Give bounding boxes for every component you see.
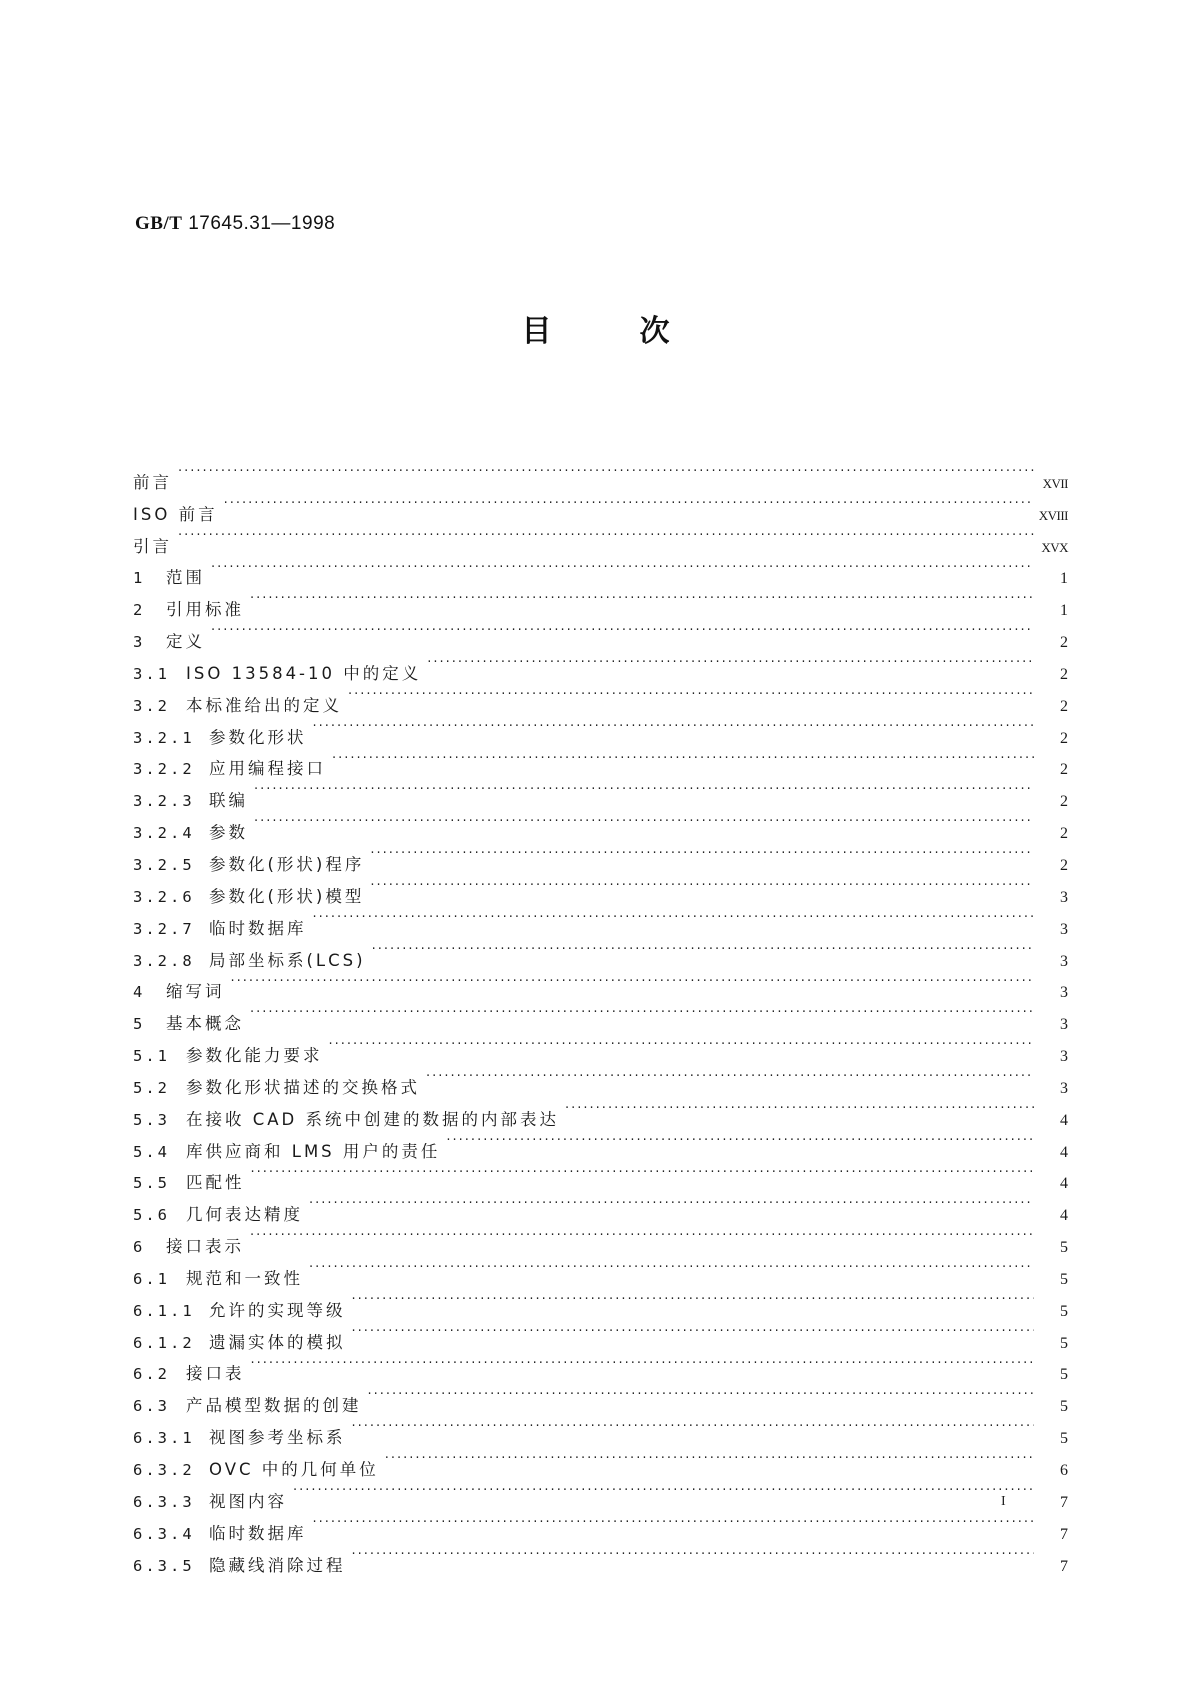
toc-entry-number: 6.3.2 xyxy=(133,1461,195,1479)
toc-entry-page: 1 xyxy=(1060,570,1068,588)
toc-entry-label: 规范和一致性 xyxy=(186,1268,303,1288)
toc-entry-number: 3.2 xyxy=(133,696,170,715)
toc-entry[interactable] xyxy=(133,1379,1068,1416)
standard-number: 17645.31—1998 xyxy=(188,213,336,234)
toc-leader-dots xyxy=(209,552,1034,584)
toc-entry-label: ISO 前言 xyxy=(133,504,218,524)
toc-entry-page: 3 xyxy=(1060,920,1068,938)
title-char-1: 目 xyxy=(521,314,552,349)
toc-entry-number: 5.3 xyxy=(133,1110,170,1129)
toc-entry[interactable] xyxy=(133,520,1068,556)
toc-entry-number: 6.2 xyxy=(133,1365,170,1384)
toc-leader-dots xyxy=(350,1316,1035,1348)
toc-leader-dots xyxy=(249,1157,1035,1189)
toc-entry[interactable] xyxy=(133,966,1068,1002)
toc-entry-number: 5.2 xyxy=(133,1078,170,1097)
toc-entry-number: 6.3 xyxy=(133,1397,170,1416)
title-char-2: 次 xyxy=(639,314,670,349)
toc-entry-label: OVC 中的几何单位 xyxy=(209,1460,379,1479)
toc-entry-page: 2 xyxy=(1060,697,1068,715)
toc-entry-label: 引言 xyxy=(133,536,172,556)
toc-entry-number: 6.1.2 xyxy=(133,1333,195,1352)
toc-entry[interactable] xyxy=(133,488,1068,524)
toc-entry-label: 参数化(形状)模型 xyxy=(209,886,365,906)
toc-entry-label: 范围 xyxy=(166,568,205,588)
toc-entry-number: 6.1.1 xyxy=(133,1301,195,1320)
toc-entry-page: 3 xyxy=(1060,984,1068,1002)
toc-entry-label: 前言 xyxy=(133,472,172,492)
toc-entry-label: 临时数据库 xyxy=(209,1523,307,1543)
toc-entry-label: 参数 xyxy=(209,823,248,843)
toc-entry-page: 3 xyxy=(1060,1079,1068,1097)
toc-entry-page: 2 xyxy=(1060,761,1068,779)
toc-leader-dots xyxy=(350,1284,1035,1316)
toc-leader-dots xyxy=(248,997,1034,1029)
toc-entry-page: 4 xyxy=(1060,1111,1068,1129)
toc-entry-page: XVIII xyxy=(1038,507,1068,523)
toc-entry-number: 3 xyxy=(133,633,146,652)
toc-entry[interactable] xyxy=(133,456,1068,492)
toc-entry[interactable] xyxy=(133,615,1068,652)
toc-entry-number: 3.2.4 xyxy=(133,824,195,843)
toc-leader-dots xyxy=(350,1539,1035,1571)
toc-entry[interactable] xyxy=(133,997,1068,1034)
toc-entry-label: 产品模型数据的创建 xyxy=(186,1396,362,1416)
toc-entry-page: 5 xyxy=(1060,1334,1068,1352)
toc-entry[interactable] xyxy=(133,838,1068,874)
toc-entry-label: 视图参考坐标系 xyxy=(209,1428,346,1448)
toc-entry-number: 5.4 xyxy=(133,1142,170,1161)
toc-entry-page: 2 xyxy=(1060,665,1068,683)
toc-entry-number: 3.1 xyxy=(133,664,170,683)
toc-entry-page: 5 xyxy=(1060,1430,1068,1448)
toc-entry-label: ISO 13584-10 中的定义 xyxy=(186,663,422,683)
toc-entry-number: 4 xyxy=(133,983,146,1002)
toc-entry-label: 接口表示 xyxy=(166,1237,244,1257)
toc-entry-label: 联编 xyxy=(209,791,248,811)
toc-entry-label: 缩写词 xyxy=(166,982,225,1002)
toc-entry-page: 3 xyxy=(1060,1048,1068,1066)
toc-leader-dots xyxy=(346,679,1034,711)
toc-entry-label: 参数化能力要求 xyxy=(186,1046,323,1066)
toc-entry-label: 本标准给出的定义 xyxy=(186,695,342,715)
toc-leader-dots xyxy=(291,1475,1034,1507)
toc-leader-dots xyxy=(252,774,1034,806)
toc-leader-dots xyxy=(229,966,1035,998)
toc-leader-dots xyxy=(311,711,1035,743)
toc-entry-page: 2 xyxy=(1060,634,1068,652)
toc-leader-dots xyxy=(252,806,1034,838)
toc-entry-label: 隐藏线消除过程 xyxy=(209,1555,346,1575)
toc-entry-page: 4 xyxy=(1060,1175,1068,1193)
toc-entry-page: 3 xyxy=(1060,952,1068,970)
toc-leader-dots xyxy=(330,743,1034,775)
toc-entry-page: 2 xyxy=(1060,825,1068,843)
toc-entry-label: 几何表达精度 xyxy=(186,1205,303,1225)
toc-entry-number: 3.2.2 xyxy=(133,760,195,779)
toc-entry-page: 7 xyxy=(1060,1493,1068,1511)
toc-entry-page: 7 xyxy=(1060,1525,1068,1543)
toc-entry-label: 基本概念 xyxy=(166,1014,244,1034)
toc-entry-page: XVII xyxy=(1042,475,1068,491)
toc-entry-number: 2 xyxy=(133,601,146,620)
toc-entry-label: 参数化形状 xyxy=(209,727,307,747)
toc-entry[interactable] xyxy=(133,774,1068,811)
toc-leader-dots xyxy=(563,1093,1034,1125)
toc-entry-number: 6.3.1 xyxy=(133,1429,195,1448)
toc-entry-label: 遗漏实体的模拟 xyxy=(209,1332,346,1352)
toc-entry-label: 引用标准 xyxy=(166,600,244,620)
toc-entry[interactable] xyxy=(133,1188,1068,1225)
toc-entry-label: 接口表 xyxy=(186,1364,245,1384)
toc-entry[interactable] xyxy=(133,1220,1068,1257)
toc-leader-dots xyxy=(311,1507,1035,1539)
toc-entry[interactable] xyxy=(133,1348,1068,1384)
toc-entry-page: 5 xyxy=(1060,1239,1068,1257)
toc-entry-page: 2 xyxy=(1060,793,1068,811)
toc-leader-dots xyxy=(176,456,1034,488)
toc-entry-number: 3.2.7 xyxy=(133,919,195,938)
toc-leader-dots xyxy=(383,1443,1034,1475)
toc-leader-dots xyxy=(368,838,1034,870)
toc-entry-page: 2 xyxy=(1060,729,1068,747)
toc-entry-label: 库供应商和 LMS 用户的责任 xyxy=(186,1141,441,1161)
toc-leader-dots xyxy=(248,583,1034,615)
toc-entry-label: 允许的实现等级 xyxy=(209,1300,346,1320)
toc-entry-label: 临时数据库 xyxy=(209,918,307,938)
toc-entry-number: 6.3.5 xyxy=(133,1556,195,1575)
toc-entry-number: 3.2.8 xyxy=(133,951,195,970)
toc-entry-page: 2 xyxy=(1060,856,1068,874)
toc-entry[interactable] xyxy=(133,806,1068,843)
toc-entry-number: 3.2.1 xyxy=(133,728,195,747)
toc-entry-number: 3.2.5 xyxy=(133,855,195,874)
toc-entry[interactable] xyxy=(133,1029,1068,1066)
toc-leader-dots xyxy=(311,902,1035,934)
toc-leader-dots xyxy=(350,1411,1035,1443)
page-title xyxy=(0,306,1191,350)
toc-entry-number: 3.2.3 xyxy=(133,792,195,811)
table-of-contents xyxy=(133,456,1068,1575)
toc-entry-page: 6 xyxy=(1060,1462,1068,1479)
toc-entry-label: 在接收 CAD 系统中创建的数据的内部表达 xyxy=(186,1109,560,1129)
toc-entry-page: 7 xyxy=(1060,1557,1068,1575)
toc-entry-number: 5 xyxy=(133,1015,146,1034)
toc-entry-number: 5.6 xyxy=(133,1206,170,1225)
toc-entry-page: 4 xyxy=(1060,1207,1068,1225)
toc-entry-number: 6.3.4 xyxy=(133,1524,195,1543)
toc-entry[interactable] xyxy=(133,552,1068,588)
toc-entry-label: 视图内容 xyxy=(209,1491,287,1511)
toc-entry-page: 5 xyxy=(1060,1270,1068,1288)
toc-leader-dots xyxy=(370,934,1034,966)
toc-leader-dots xyxy=(425,647,1034,679)
toc-leader-dots xyxy=(327,1029,1035,1061)
standard-prefix: GB/T xyxy=(135,213,183,234)
toc-entry-number: 3.2.6 xyxy=(133,887,195,906)
toc-entry-page: 5 xyxy=(1060,1398,1068,1416)
toc-entry-page: 4 xyxy=(1060,1143,1068,1161)
toc-entry-label: 局部坐标系(LCS) xyxy=(209,950,366,970)
toc-entry-label: 参数化形状描述的交换格式 xyxy=(186,1077,420,1097)
page-number: I xyxy=(1001,1494,1006,1509)
toc-leader-dots xyxy=(209,615,1034,647)
standard-code xyxy=(135,213,335,235)
toc-entry-number: 1 xyxy=(133,569,146,588)
toc-entry-number: 6.3.3 xyxy=(133,1492,195,1511)
toc-entry-page: 3 xyxy=(1060,1016,1068,1034)
toc-leader-dots xyxy=(307,1252,1034,1284)
toc-leader-dots xyxy=(424,1061,1034,1093)
toc-entry-page: 5 xyxy=(1060,1302,1068,1320)
toc-entry-page: XVX xyxy=(1041,539,1068,555)
toc-entry-page: 3 xyxy=(1060,888,1068,906)
toc-entry-label: 参数化(形状)程序 xyxy=(209,854,365,874)
toc-leader-dots xyxy=(249,1348,1035,1380)
toc-entry-label: 匹配性 xyxy=(186,1173,245,1193)
toc-entry-label: 定义 xyxy=(166,632,205,652)
toc-entry[interactable] xyxy=(133,583,1068,620)
toc-entry[interactable] xyxy=(133,1252,1068,1288)
toc-entry-page: 5 xyxy=(1060,1366,1068,1384)
toc-entry[interactable] xyxy=(133,1157,1068,1193)
toc-leader-dots xyxy=(366,1379,1035,1411)
toc-leader-dots xyxy=(222,488,1033,520)
toc-entry-number: 6 xyxy=(133,1238,146,1257)
toc-leader-dots xyxy=(176,520,1034,552)
toc-leader-dots xyxy=(368,870,1034,902)
toc-entry-label: 应用编程接口 xyxy=(209,759,326,779)
toc-entry-number: 5.5 xyxy=(133,1174,170,1193)
toc-entry-number: 6.1 xyxy=(133,1269,170,1288)
toc-leader-dots xyxy=(248,1220,1034,1252)
toc-entry-page: 1 xyxy=(1060,602,1068,620)
toc-entry-number: 5.1 xyxy=(133,1047,170,1066)
toc-leader-dots xyxy=(307,1188,1034,1220)
toc-leader-dots xyxy=(444,1125,1034,1157)
toc-entry[interactable] xyxy=(133,647,1068,683)
